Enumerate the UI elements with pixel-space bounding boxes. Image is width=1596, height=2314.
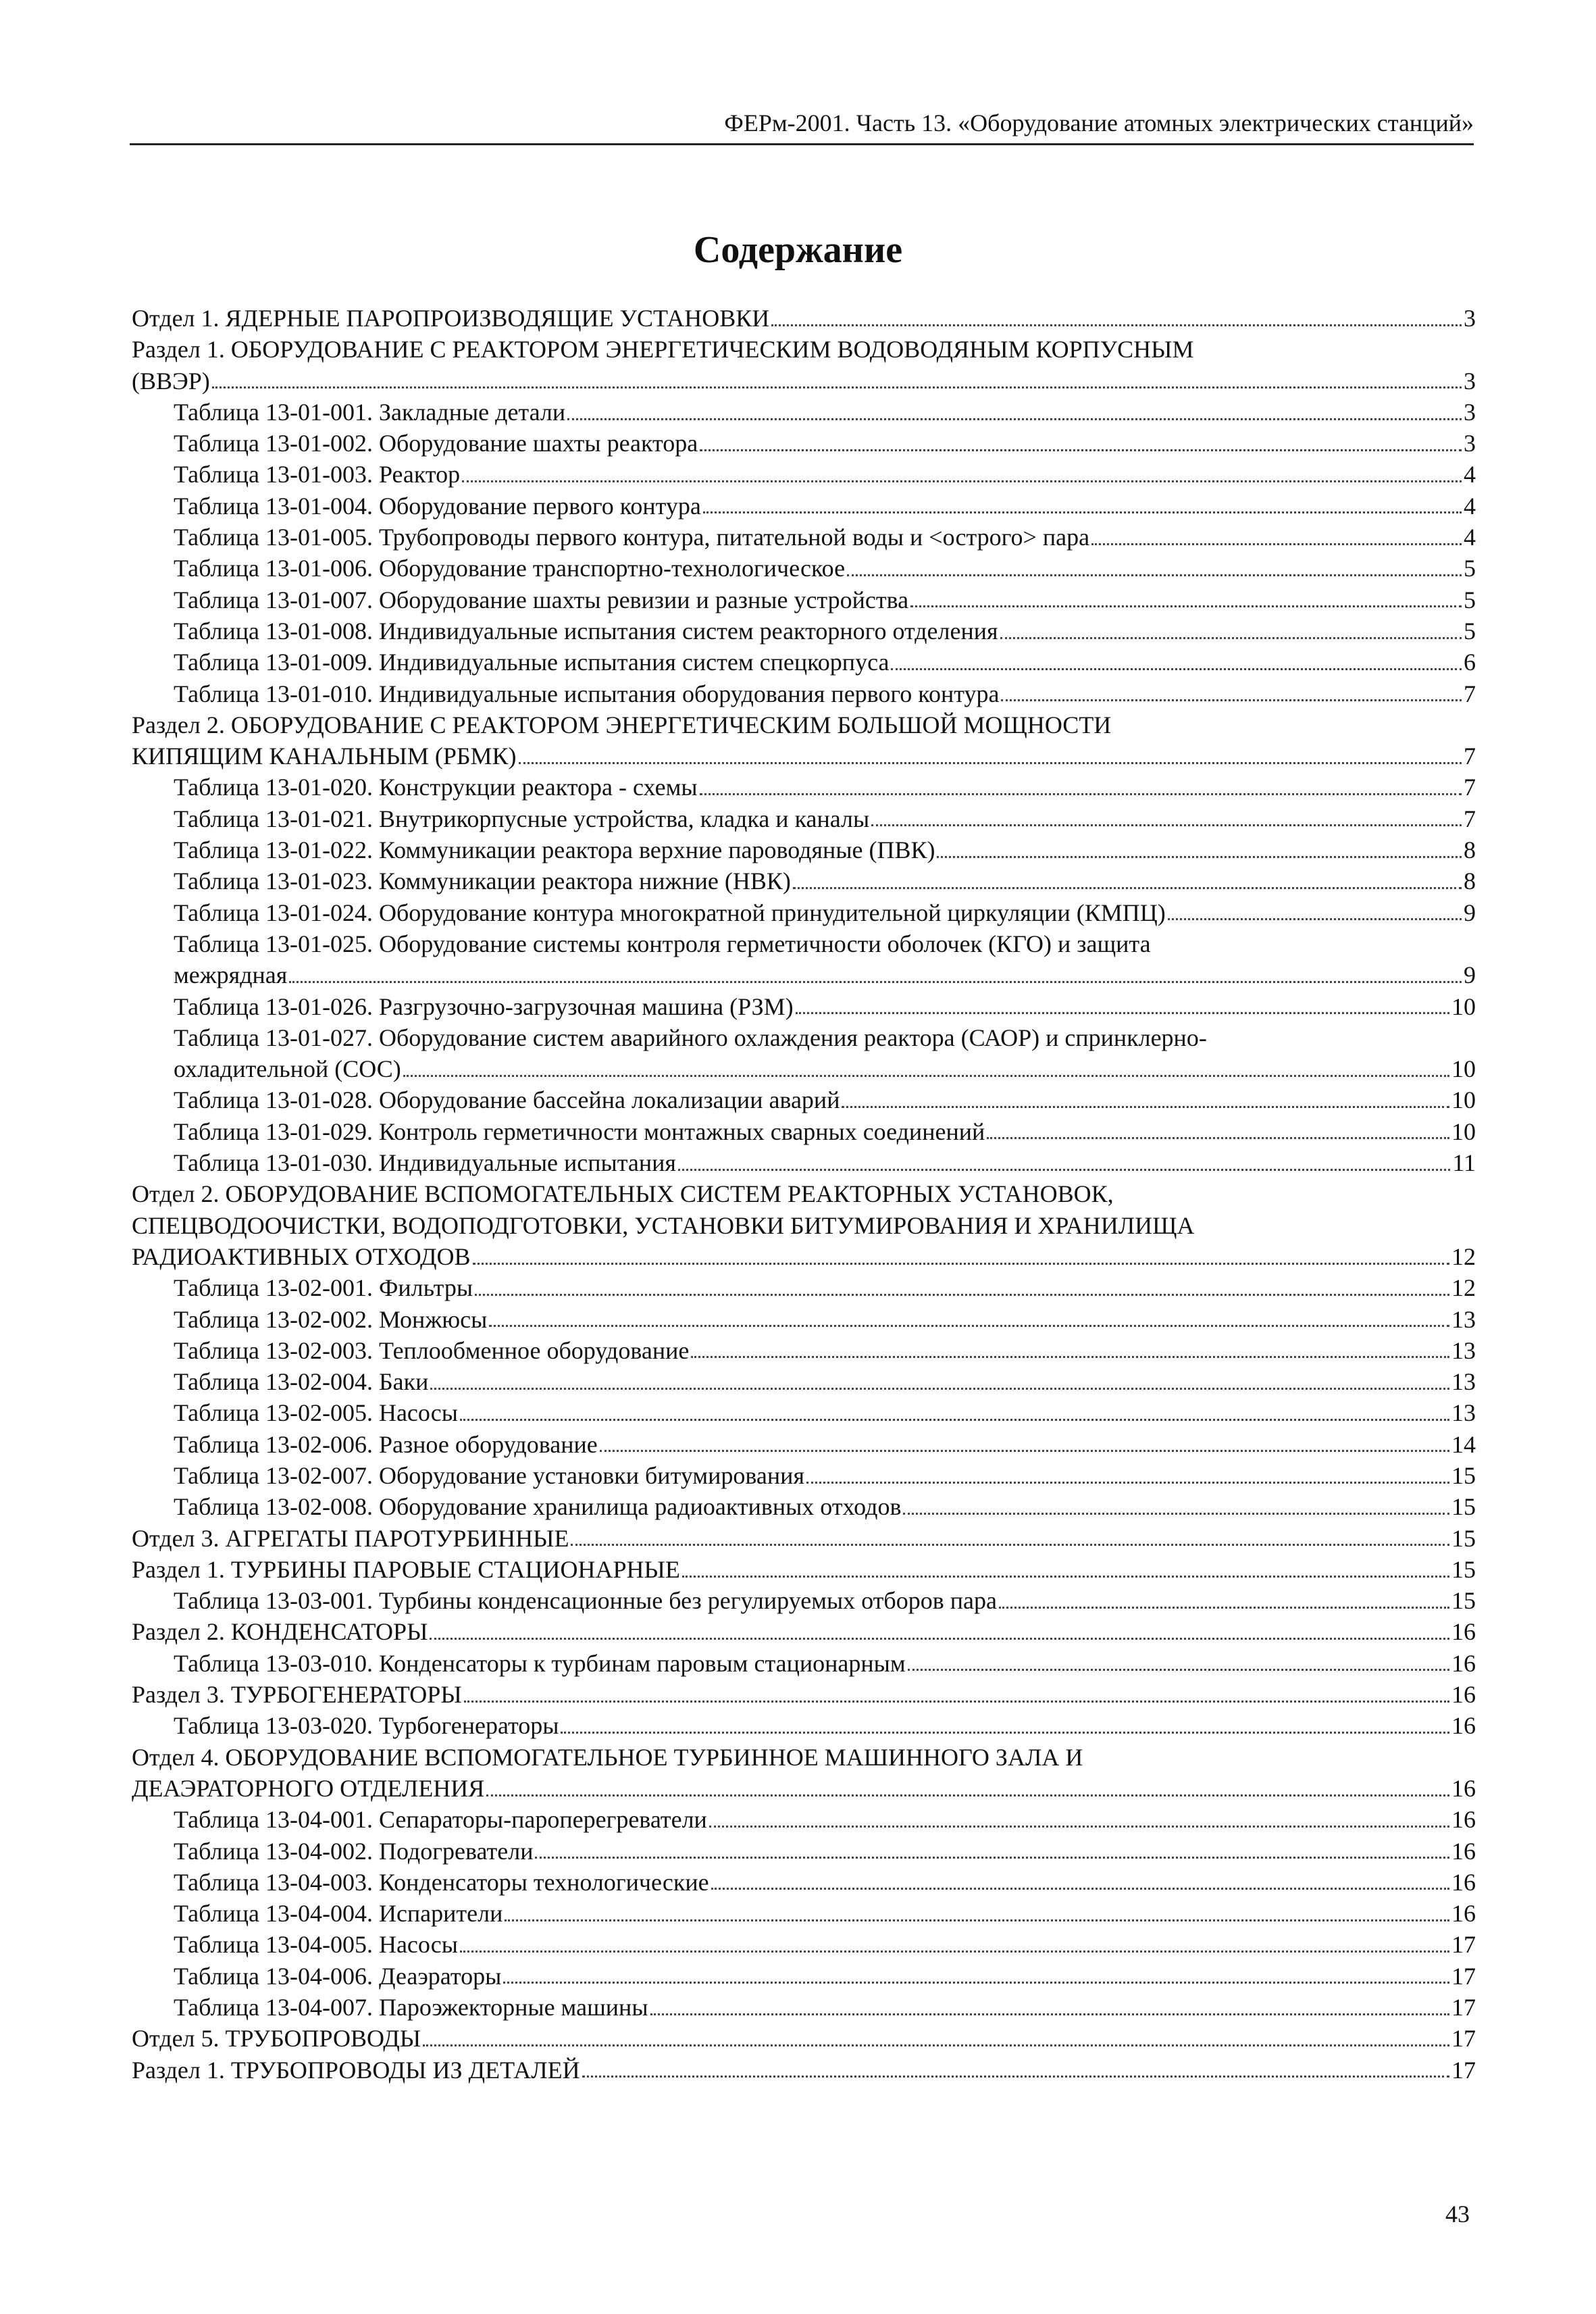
toc-entry-page: 4 <box>1464 492 1476 520</box>
toc-entry-line <box>174 1585 1476 1616</box>
toc-entry-line <box>174 1491 1476 1522</box>
dot-leader <box>691 1356 1449 1358</box>
toc-entry[interactable] <box>132 1304 1476 1335</box>
toc-entry[interactable] <box>132 1116 1476 1147</box>
toc-entry-line <box>174 1335 1476 1366</box>
toc-entry[interactable] <box>132 1460 1476 1491</box>
toc-entry[interactable] <box>132 1554 1476 1585</box>
toc-entry-line <box>174 491 1476 522</box>
toc-entry-line <box>132 303 1476 334</box>
toc-entry[interactable] <box>132 1366 1476 1397</box>
toc-entry-page: 13 <box>1451 1305 1476 1333</box>
toc-entry-line <box>132 1523 1476 1554</box>
toc-entry-title: РАДИОАКТИВНЫХ ОТХОДОВ <box>132 1242 471 1270</box>
toc-entry-line <box>174 1429 1476 1460</box>
toc-entry[interactable] <box>132 1804 1476 1835</box>
toc-entry-page: 9 <box>1464 961 1476 989</box>
toc-entry-page: 5 <box>1464 617 1476 645</box>
toc-entry-title: межрядная <box>174 961 288 989</box>
toc-entry[interactable] <box>132 928 1476 991</box>
toc-entry-title: Таблица 13-03-001. Турбины конденсационные без регулируемых отборов пара <box>174 1587 997 1615</box>
dot-leader <box>903 1513 1449 1515</box>
toc-entry-title: Таблица 13-01-024. Оборудование контура многократной принудительной циркуляции (КМПЦ) <box>174 899 1166 926</box>
toc-entry-title: Раздел 2. КОНДЕНСАТОРЫ <box>132 1618 428 1646</box>
toc-entry-line <box>132 2023 1476 2054</box>
toc-entry-page: 16 <box>1451 1806 1476 1834</box>
dot-leader <box>771 324 1462 326</box>
toc-entry-title: Таблица 13-02-008. Оборудование хранилища радиоактивных отходов <box>174 1493 902 1521</box>
toc-entry-page: 7 <box>1464 774 1476 801</box>
toc-entry-line <box>174 1992 1476 2023</box>
toc-entry-title: Таблица 13-01-010. Индивидуальные испытания оборудования первого контура <box>174 680 1000 707</box>
dot-leader <box>462 480 1462 482</box>
toc-entry-line <box>174 1116 1476 1147</box>
toc-entry[interactable] <box>132 491 1476 522</box>
toc-entry-line <box>174 834 1476 865</box>
dot-leader <box>891 668 1462 670</box>
toc-entry-line <box>174 584 1476 615</box>
toc-entry-title: Отдел 3. АГРЕГАТЫ ПАРОТУРБИННЫЕ <box>132 1524 569 1552</box>
dot-leader <box>1091 543 1462 545</box>
toc-entry-page: 13 <box>1451 1336 1476 1364</box>
dot-leader <box>582 2076 1449 2078</box>
toc-entry[interactable] <box>132 647 1476 678</box>
toc-entry-title: Таблица 13-04-004. Испарители <box>174 1900 503 1928</box>
toc-entry-page: 16 <box>1451 1774 1476 1802</box>
toc-entry-title: Таблица 13-01-009. Индивидуальные испытания систем спецкорпуса <box>174 649 890 676</box>
toc-entry-line <box>174 1961 1476 1992</box>
toc-entry-title: Таблица 13-01-005. Трубопроводы первого контура, питательной воды и <острого> пара <box>174 524 1090 551</box>
toc-entry-line <box>174 897 1476 928</box>
toc-entry-line <box>174 459 1476 490</box>
toc-entry[interactable] <box>132 1742 1476 1805</box>
toc-entry-line <box>174 959 1476 990</box>
toc-entry-page: 4 <box>1464 524 1476 551</box>
dot-leader <box>403 1075 1449 1077</box>
toc-entry-page: 16 <box>1451 1900 1476 1928</box>
toc-entry-page: 12 <box>1451 1274 1476 1302</box>
toc-entry-line <box>174 991 1476 1022</box>
dot-leader <box>650 2013 1449 2015</box>
dot-leader <box>711 1888 1449 1890</box>
toc-entry[interactable] <box>132 397 1476 428</box>
toc-entry-title: Таблица 13-03-010. Конденсаторы к турбинам паровым стационарным <box>174 1649 906 1677</box>
toc-entry[interactable] <box>132 1491 1476 1522</box>
dot-leader <box>678 1169 1450 1171</box>
dot-leader <box>847 574 1462 576</box>
toc-entry-title: Таблица 13-01-004. Оборудование первого контура <box>174 492 701 520</box>
running-header <box>130 108 1474 145</box>
toc-entry-page: 15 <box>1451 1524 1476 1552</box>
toc-entry[interactable] <box>132 1648 1476 1679</box>
toc-entry[interactable] <box>132 459 1476 490</box>
toc-entry-page: 10 <box>1451 1086 1476 1114</box>
toc-entry-page: 3 <box>1464 398 1476 426</box>
toc-entry-line <box>174 647 1476 678</box>
dot-leader <box>460 1419 1449 1421</box>
toc-entry[interactable] <box>132 1523 1476 1554</box>
toc-entry-page: 3 <box>1464 367 1476 395</box>
toc-entry[interactable] <box>132 1429 1476 1460</box>
toc-entry[interactable] <box>132 1178 1476 1272</box>
dot-leader <box>460 1951 1449 1953</box>
toc-entry-title-line: Отдел 4. ОБОРУДОВАНИЕ ВСПОМОГАТЕЛЬНОЕ ТУРБИННОЕ МАШИННОГО ЗАЛА И <box>132 1743 1083 1771</box>
toc-entry[interactable] <box>132 2023 1476 2054</box>
toc-entry-line <box>174 1898 1476 1929</box>
toc-entry[interactable] <box>132 303 1476 334</box>
toc-entry-page: 17 <box>1451 2056 1476 2084</box>
toc-entry-title: ДЕАЭРАТОРНОГО ОТДЕЛЕНИЯ <box>132 1774 485 1802</box>
toc-entry[interactable] <box>132 1616 1476 1647</box>
toc-entry-page: 8 <box>1464 836 1476 864</box>
toc-entry[interactable] <box>132 1585 1476 1616</box>
dot-leader <box>842 1106 1449 1108</box>
toc-entry-title: Таблица 13-01-022. Коммуникации реактора верхние пароводяные (ПВК) <box>174 836 935 864</box>
toc-entry-title: Таблица 13-03-020. Турбогенераторы <box>174 1712 559 1740</box>
dot-leader <box>999 1607 1449 1609</box>
toc-entry-title: Таблица 13-02-005. Насосы <box>174 1399 458 1427</box>
toc-entry-title: Таблица 13-04-005. Насосы <box>174 1931 458 1959</box>
dot-leader <box>700 793 1462 795</box>
toc-entry-page: 3 <box>1464 430 1476 457</box>
toc-entry-line <box>132 1554 1476 1585</box>
page-title: Содержание <box>693 229 903 271</box>
toc-entry-title: Таблица 13-04-001. Сепараторы-пароперегреватели <box>174 1806 707 1834</box>
toc-entry-page: 4 <box>1464 461 1476 488</box>
toc-entry[interactable] <box>132 584 1476 615</box>
toc-entry-title-line: Таблица 13-01-027. Оборудование систем аварийного охлаждения реактора (САОР) и спринклерно- <box>174 1024 1207 1051</box>
dot-leader <box>489 1325 1449 1327</box>
toc-entry-page: 11 <box>1452 1149 1476 1177</box>
toc-entry-page: 17 <box>1451 1931 1476 1959</box>
toc-entry-page: 6 <box>1464 649 1476 676</box>
toc-entry-title: Таблица 13-01-008. Индивидуальные испытания систем реакторного отделения <box>174 617 998 645</box>
toc-entry-title: Таблица 13-04-006. Деаэраторы <box>174 1962 502 1990</box>
toc-entry[interactable] <box>132 834 1476 865</box>
toc-entry-title: Раздел 1. ТРУБОПРОВОДЫ ИЗ ДЕТАЛЕЙ <box>132 2056 580 2084</box>
toc-entry-title: Таблица 13-02-003. Теплообменное оборудование <box>174 1336 690 1364</box>
dot-leader <box>987 1137 1449 1139</box>
toc-entry-page: 7 <box>1464 680 1476 707</box>
toc-entry-title: Отдел 1. ЯДЕРНЫЕ ПАРОПРОИЗВОДЯЩИЕ УСТАНОВКИ <box>132 305 770 332</box>
toc-entry[interactable] <box>132 991 1476 1022</box>
toc-entry[interactable] <box>132 1836 1476 1867</box>
toc-entry-line <box>132 366 1476 397</box>
dot-leader <box>423 2044 1449 2046</box>
toc-entry[interactable] <box>132 1929 1476 1960</box>
toc-entry-title-line: Раздел 2. ОБОРУДОВАНИЕ С РЕАКТОРОМ ЭНЕРГЕТИЧЕСКИМ БОЛЬШОЙ МОЩНОСТИ <box>132 711 1112 738</box>
toc-entry-line <box>174 865 1476 897</box>
toc-entry-line <box>174 1460 1476 1491</box>
toc-entry-line <box>174 1272 1476 1303</box>
toc-entry[interactable] <box>132 1992 1476 2023</box>
dot-leader <box>289 981 1462 983</box>
toc-entry-title: Таблица 13-04-003. Конденсаторы технологические <box>174 1868 709 1896</box>
toc-entry-line <box>174 1147 1476 1178</box>
toc-entry[interactable] <box>132 1898 1476 1929</box>
toc-entry-title: охладительной (СОС) <box>174 1055 401 1083</box>
toc-entry-title: (ВВЭР) <box>132 367 210 395</box>
toc-entry-title: Таблица 13-01-028. Оборудование бассейна локализации аварий <box>174 1086 840 1114</box>
toc-entry-line <box>174 1710 1476 1741</box>
toc-entry-line <box>174 772 1476 803</box>
toc-entry[interactable] <box>132 615 1476 647</box>
dot-leader <box>212 386 1462 388</box>
dot-leader <box>430 1388 1449 1390</box>
toc-entry-page: 17 <box>1451 1994 1476 2021</box>
toc-entry-line <box>174 1804 1476 1835</box>
dot-leader <box>519 762 1462 764</box>
toc-entry-line <box>174 1053 1476 1084</box>
toc-entry-title-line: Отдел 2. ОБОРУДОВАНИЕ ВСПОМОГАТЕЛЬНЫХ СИСТЕМ РЕАКТОРНЫХ УСТАНОВОК, <box>132 1180 1114 1208</box>
toc-entry-title: Таблица 13-02-006. Разное оборудование <box>174 1430 598 1458</box>
toc-entry-page: 17 <box>1451 1962 1476 1990</box>
toc-entry[interactable] <box>132 1335 1476 1366</box>
toc-entry-page: 16 <box>1451 1868 1476 1896</box>
toc-entry-title: Таблица 13-02-004. Баки <box>174 1368 429 1396</box>
toc-entry[interactable] <box>132 803 1476 834</box>
dot-leader <box>473 1263 1449 1265</box>
toc-entry-line <box>132 1616 1476 1647</box>
toc-entry-page: 12 <box>1451 1242 1476 1270</box>
dot-leader <box>1001 699 1462 701</box>
toc-entry-page: 10 <box>1451 1117 1476 1145</box>
toc-entry-line <box>174 1084 1476 1115</box>
dot-leader <box>503 1982 1449 1984</box>
toc-entry-page: 16 <box>1451 1681 1476 1709</box>
toc-entry-page: 8 <box>1464 867 1476 895</box>
dot-leader <box>1168 918 1462 920</box>
dot-leader <box>709 1826 1449 1828</box>
toc-entry[interactable] <box>132 1272 1476 1303</box>
dot-leader <box>793 887 1462 889</box>
toc-entry-line <box>174 803 1476 834</box>
toc-entry[interactable] <box>132 1022 1476 1085</box>
toc-entry[interactable] <box>132 897 1476 928</box>
toc-entry-page: 5 <box>1464 555 1476 582</box>
dot-leader <box>561 1732 1449 1734</box>
toc-entry-page: 7 <box>1464 743 1476 770</box>
toc-entry-line <box>174 397 1476 428</box>
toc-entry-title: Раздел 3. ТУРБОГЕНЕРАТОРЫ <box>132 1681 462 1709</box>
toc-entry-title: Таблица 13-01-026. Разгрузочно-загрузочная машина (РЗМ) <box>174 992 794 1020</box>
toc-entry-line <box>174 1836 1476 1867</box>
toc-entry-line <box>132 1773 1476 1804</box>
toc-entry-page: 14 <box>1451 1430 1476 1458</box>
toc-entry-page: 16 <box>1451 1649 1476 1677</box>
toc-entry-line <box>174 1648 1476 1679</box>
toc-entry[interactable] <box>132 522 1476 553</box>
dot-leader <box>703 511 1462 513</box>
dot-leader <box>600 1450 1449 1452</box>
toc-entry-line <box>174 1929 1476 1960</box>
toc-entry-page: 5 <box>1464 586 1476 613</box>
toc-entry-page: 13 <box>1451 1399 1476 1427</box>
toc-entry-title: Таблица 13-02-007. Оборудование установки битумирования <box>174 1461 804 1489</box>
dot-leader <box>908 1669 1449 1671</box>
toc-entry-page: 9 <box>1464 899 1476 926</box>
dot-leader <box>682 1576 1449 1578</box>
toc-entry-page: 15 <box>1451 1555 1476 1583</box>
toc-entry-page: 7 <box>1464 805 1476 832</box>
toc-entry-line <box>174 1304 1476 1335</box>
page-number: 43 <box>1445 2200 1470 2228</box>
toc-entry[interactable] <box>132 709 1476 772</box>
dot-leader <box>505 1919 1449 1921</box>
toc-entry-page: 16 <box>1451 1712 1476 1740</box>
toc-entry-title-line: Раздел 1. ОБОРУДОВАНИЕ С РЕАКТОРОМ ЭНЕРГЕТИЧЕСКИМ ВОДОВОДЯНЫМ КОРПУСНЫМ <box>132 336 1194 363</box>
toc-entry-line <box>132 1241 1476 1272</box>
toc-entry-title: Таблица 13-01-029. Контроль герметичности монтажных сварных соединений <box>174 1117 985 1145</box>
table-of-contents <box>132 303 1476 2086</box>
toc-entry-line <box>132 740 1476 772</box>
toc-entry[interactable] <box>132 2055 1476 2086</box>
toc-entry-line <box>174 678 1476 709</box>
toc-entry-line <box>174 428 1476 459</box>
dot-leader <box>475 1294 1449 1296</box>
toc-entry[interactable] <box>132 428 1476 459</box>
toc-entry-page: 10 <box>1451 992 1476 1020</box>
dot-leader <box>910 605 1462 607</box>
toc-entry-title: Таблица 13-02-001. Фильтры <box>174 1274 473 1302</box>
toc-entry[interactable] <box>132 1679 1476 1710</box>
dot-leader <box>1000 637 1462 639</box>
toc-entry-title-line: Таблица 13-01-025. Оборудование системы контроля герметичности оболочек (КГО) и защита <box>174 930 1151 957</box>
toc-entry-line <box>174 1867 1476 1898</box>
toc-entry[interactable] <box>132 553 1476 584</box>
toc-entry[interactable] <box>132 334 1476 397</box>
dot-leader <box>464 1701 1449 1703</box>
toc-entry[interactable] <box>132 772 1476 803</box>
toc-entry-title-line: СПЕЦВОДООЧИСТКИ, ВОДОПОДГОТОВКИ, УСТАНОВКИ БИТУМИРОВАНИЯ И ХРАНИЛИЩА <box>132 1211 1195 1239</box>
dot-leader <box>796 1012 1449 1014</box>
toc-entry-title: Таблица 13-01-001. Закладные детали <box>174 398 566 426</box>
toc-entry-line <box>132 1679 1476 1710</box>
toc-entry-title: Отдел 5. ТРУБОПРОВОДЫ <box>132 2025 421 2053</box>
dot-leader <box>700 449 1462 451</box>
toc-entry[interactable] <box>132 865 1476 897</box>
toc-entry-title: Таблица 13-01-021. Внутрикорпусные устройства, кладка и каналы <box>174 805 870 832</box>
toc-entry-title: Таблица 13-01-020. Конструкции реактора - схемы <box>174 774 698 801</box>
toc-entry-line <box>174 615 1476 647</box>
toc-entry[interactable] <box>132 1397 1476 1428</box>
toc-entry[interactable] <box>132 678 1476 709</box>
toc-entry-page: 17 <box>1451 2025 1476 2053</box>
toc-entry-page: 16 <box>1451 1837 1476 1865</box>
toc-entry-title: Раздел 1. ТУРБИНЫ ПАРОВЫЕ СТАЦИОНАРНЫЕ <box>132 1555 680 1583</box>
toc-entry-title: Таблица 13-01-002. Оборудование шахты реактора <box>174 430 698 457</box>
toc-entry[interactable] <box>132 1867 1476 1898</box>
toc-entry-title: Таблица 13-01-003. Реактор <box>174 461 461 488</box>
toc-entry-title: Таблица 13-01-023. Коммуникации реактора нижние (НВК) <box>174 867 791 895</box>
toc-entry-line <box>174 1397 1476 1428</box>
toc-entry-page: 10 <box>1451 1055 1476 1083</box>
toc-entry-page: 16 <box>1451 1618 1476 1646</box>
toc-entry-page: 15 <box>1451 1493 1476 1521</box>
dot-leader <box>806 1482 1449 1484</box>
toc-entry[interactable] <box>132 1084 1476 1115</box>
toc-entry-title: Таблица 13-02-002. Монжюсы <box>174 1305 488 1333</box>
toc-entry-title: Таблица 13-01-030. Индивидуальные испытания <box>174 1149 676 1177</box>
toc-entry-page: 15 <box>1451 1587 1476 1615</box>
dot-leader <box>535 1857 1449 1859</box>
toc-entry[interactable] <box>132 1961 1476 1992</box>
toc-entry-line <box>174 1366 1476 1397</box>
dot-leader <box>430 1638 1449 1640</box>
dot-leader <box>871 824 1462 826</box>
dot-leader <box>567 418 1462 420</box>
toc-entry-line <box>174 553 1476 584</box>
toc-entry-title: Таблица 13-01-006. Оборудование транспортно-технологическое <box>174 555 846 582</box>
dot-leader <box>937 856 1462 858</box>
toc-entry-title: Таблица 13-04-007. Пароэжекторные машины <box>174 1994 648 2021</box>
toc-entry[interactable] <box>132 1710 1476 1741</box>
toc-entry-page: 3 <box>1464 305 1476 332</box>
toc-entry-line <box>132 2055 1476 2086</box>
dot-leader <box>571 1544 1449 1546</box>
toc-entry-title: Таблица 13-01-007. Оборудование шахты ревизии и разные устройства <box>174 586 909 613</box>
toc-entry-page: 13 <box>1451 1368 1476 1396</box>
toc-entry-title: КИПЯЩИМ КАНАЛЬНЫМ (РБМК) <box>132 743 517 770</box>
toc-entry-title: Таблица 13-04-002. Подогреватели <box>174 1837 534 1865</box>
running-header-text: ФЕРм-2001. Часть 13. «Оборудование атомных электрических станций» <box>724 109 1474 136</box>
dot-leader <box>486 1794 1449 1796</box>
toc-entry-page: 15 <box>1451 1461 1476 1489</box>
toc-entry-line <box>174 522 1476 553</box>
toc-entry[interactable] <box>132 1147 1476 1178</box>
